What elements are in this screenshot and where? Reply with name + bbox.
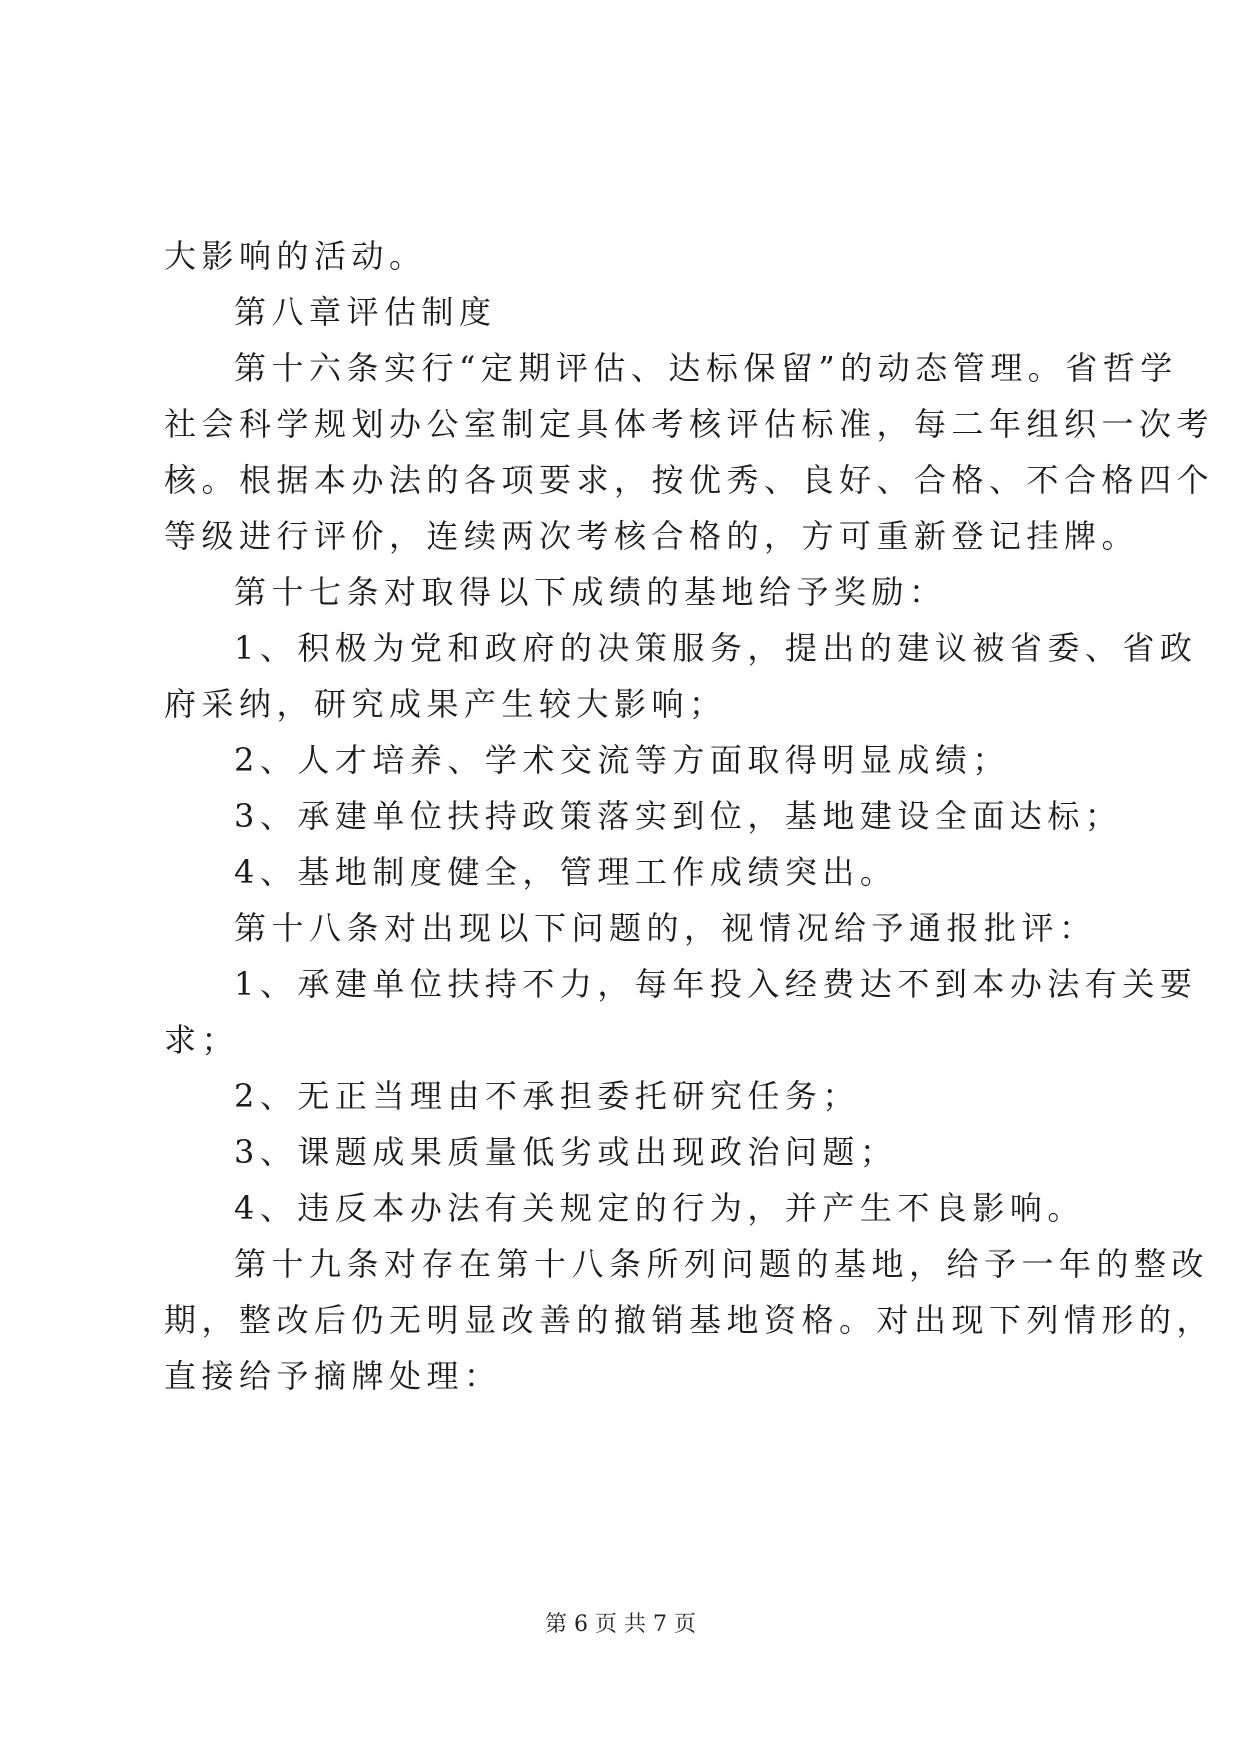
text-line: 4、违反本办法有关规定的行为，并产生不良影响。 [234, 1189, 1085, 1227]
text-line: 第十六条实行“定期评估、达标保留”的动态管理。省哲学 [234, 349, 1178, 387]
text-line: 4、基地制度健全，管理工作成绩突出。 [234, 853, 898, 891]
document-body [164, 228, 1215, 1404]
text-line: 大影响的活动。 [164, 237, 427, 275]
text-line: 社会科学规划办公室制定具体考核评估标准，每二年组织一次考 [164, 405, 1215, 443]
text-line: 第十九条对存在第十八条所列问题的基地，给予一年的整改 [234, 1245, 1210, 1283]
text-line: 第十七条对取得以下成绩的基地给予奖励： [234, 573, 947, 611]
text-line: 2、无正当理由不承担委托研究任务； [234, 1077, 860, 1115]
text-line: 1、积极为党和政府的决策服务，提出的建议被省委、省政 [234, 629, 1198, 667]
text-line: 等级进行评价，连续两次考核合格的，方可重新登记挂牌。 [164, 517, 1140, 555]
text-line: 3、课题成果质量低劣或出现政治问题； [234, 1133, 898, 1171]
text-line: 第八章评估制度 [234, 293, 497, 331]
text-line: 核。根据本办法的各项要求，按优秀、良好、合格、不合格四个 [164, 461, 1215, 499]
text-line: 1、承建单位扶持不力，每年投入经费达不到本办法有关要 [234, 965, 1198, 1003]
text-line: 第十八条对出现以下问题的，视情况给予通报批评： [234, 909, 1097, 947]
text-line: 2、人才培养、学术交流等方面取得明显成绩； [234, 741, 1010, 779]
page-footer: 第 6 页 共 7 页 [545, 1612, 696, 1637]
text-line: 直接给予摘牌处理： [164, 1357, 502, 1395]
text-line: 期，整改后仍无明显改善的撤销基地资格。对出现下列情形的， [164, 1301, 1215, 1339]
text-line: 府采纳，研究成果产生较大影响； [164, 685, 727, 723]
text-line: 求； [164, 1021, 240, 1059]
text-line: 3、承建单位扶持政策落实到位，基地建设全面达标； [234, 797, 1123, 835]
